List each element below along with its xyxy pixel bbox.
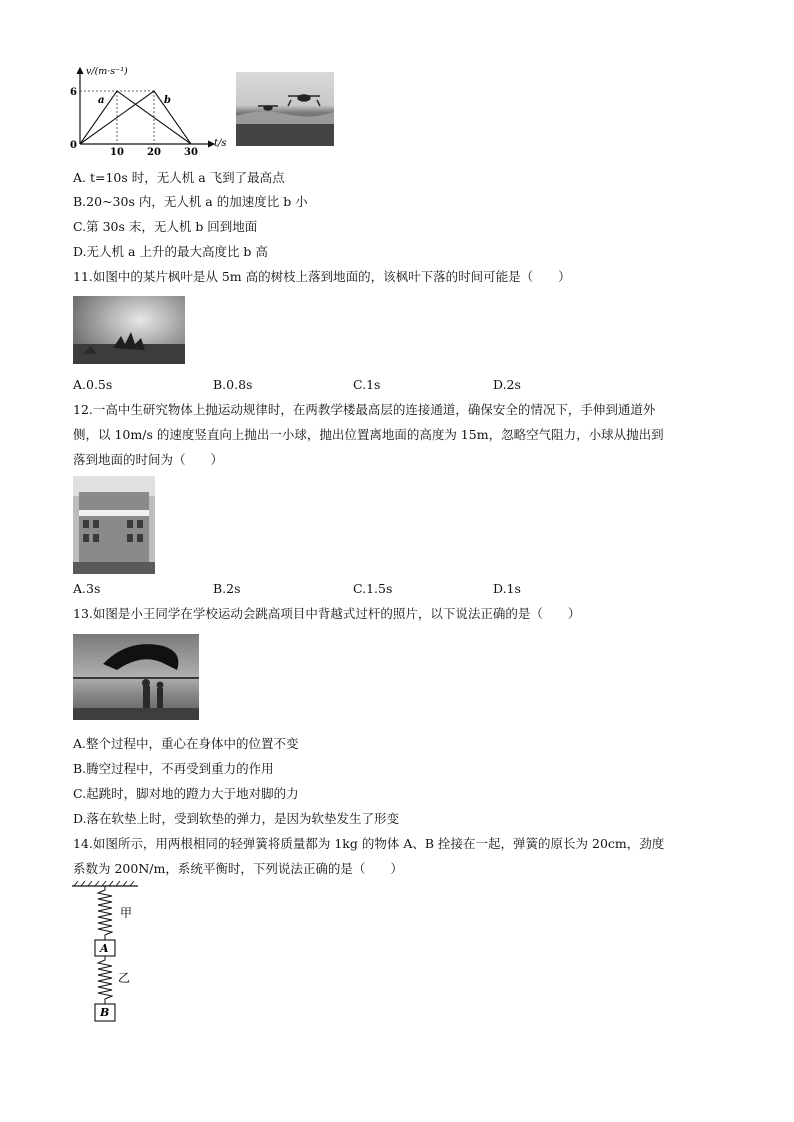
q13-option-a: A.整个过程中，重心在身体中的位置不变 bbox=[73, 736, 299, 751]
vt-graph bbox=[64, 62, 230, 158]
q11-stem: 11.如图中的某片枫叶是从 5m 高的树枝上落到地面的，该枫叶下落的时间可能是（ ） bbox=[73, 269, 571, 284]
q12-stem-line3: 落到地面的时间为（ ） bbox=[73, 452, 224, 467]
origin-label: 0 bbox=[70, 140, 77, 151]
school-building-photo bbox=[73, 476, 155, 574]
q11-option-b: B.0.8s bbox=[213, 377, 253, 392]
q12-option-b: B.2s bbox=[213, 581, 241, 596]
q13-stem: 13.如图是小王同学在学校运动会跳高项目中背越式过杆的照片，以下说法正确的是（ ） bbox=[73, 606, 581, 621]
q13-option-b: B.腾空过程中，不再受到重力的作用 bbox=[73, 761, 274, 776]
line-a bbox=[80, 91, 191, 144]
q14-stem-line1: 14.如图所示，用两根相同的轻弹簧将质量都为 1kg 的物体 A、B 拴接在一起，弹簧的原长为 20cm，劲度 bbox=[73, 836, 665, 851]
q10-option-d: D.无人机 a 上升的最大高度比 b 高 bbox=[73, 244, 268, 259]
q11-option-a: A.0.5s bbox=[73, 377, 113, 392]
x-axis-label: t/s bbox=[214, 138, 227, 149]
x-tick-30: 30 bbox=[184, 147, 198, 158]
spring-diagram bbox=[70, 880, 150, 1024]
q11-option-d: D.2s bbox=[493, 377, 521, 392]
line-a-label: a bbox=[98, 95, 105, 106]
q10-option-a: A. t=10s 时，无人机 a 飞到了最高点 bbox=[73, 170, 285, 185]
y-tick-6: 6 bbox=[70, 87, 77, 98]
spring-yi bbox=[98, 956, 112, 1004]
q12-option-c: C.1.5s bbox=[353, 581, 393, 596]
x-tick-20: 20 bbox=[147, 147, 161, 158]
q14-stem-line2: 系数为 200N/m，系统平衡时，下列说法正确的是（ ） bbox=[73, 861, 403, 876]
spring-yi-label: 乙 bbox=[118, 971, 131, 985]
q12-stem-line1: 12.一高中生研究物体上抛运动规律时，在两教学楼最高层的连接通道，确保安全的情况下，手伸到通道外 bbox=[73, 402, 656, 417]
line-b-label: b bbox=[164, 95, 171, 106]
drone-photo bbox=[236, 72, 334, 146]
maple-leaf-photo bbox=[73, 296, 185, 364]
block-b-label: B bbox=[100, 1006, 110, 1019]
q11-option-c: C.1s bbox=[353, 377, 381, 392]
q13-option-c: C.起跳时，脚对地的蹬力大于地对脚的力 bbox=[73, 786, 299, 801]
q10-option-b: B.20~30s 内，无人机 a 的加速度比 b 小 bbox=[73, 194, 308, 209]
q12-option-a: A.3s bbox=[73, 581, 101, 596]
y-axis-label: v/(m·s⁻¹) bbox=[86, 66, 128, 77]
q13-option-d: D.落在软垫上时，受到软垫的弹力，是因为软垫发生了形变 bbox=[73, 811, 400, 826]
spring-jia bbox=[98, 886, 112, 940]
q12-stem-line2: 侧，以 10m/s 的速度竖直向上抛出一小球，抛出位置离地面的高度为 15m，忽略空气阻力，小球从抛出到 bbox=[73, 427, 664, 442]
spring-jia-label: 甲 bbox=[120, 906, 133, 920]
block-a-label: A bbox=[100, 942, 109, 955]
high-jump-photo bbox=[73, 634, 199, 720]
q10-option-c: C.第 30s 末，无人机 b 回到地面 bbox=[73, 219, 258, 234]
q12-option-d: D.1s bbox=[493, 581, 521, 596]
line-b bbox=[80, 91, 191, 144]
x-tick-10: 10 bbox=[110, 147, 124, 158]
